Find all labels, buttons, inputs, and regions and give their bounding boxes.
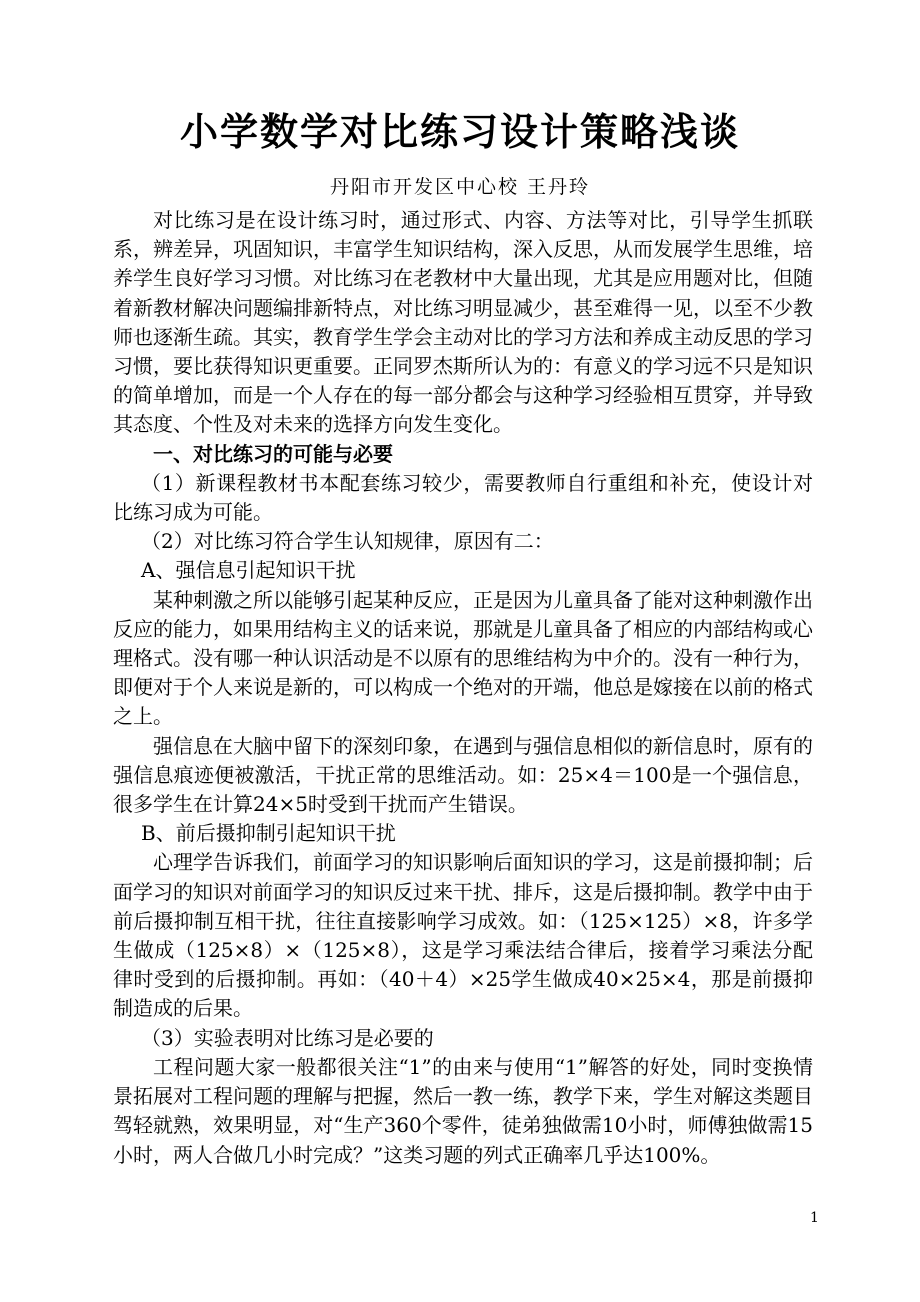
paragraph-a-2: 强信息在大脑中留下的深刻印象，在遇到与强信息相似的新信息时，原有的强信息痕迹便被激活，干扰正常的思维活动。如：25×4＝100是一个强信息，很多学生在计算24×5时受到干扰而产生错误。 [113,733,813,817]
page-number: 1 [810,1210,819,1226]
point-2-paragraph: （2）对比练习符合学生认知规律，原因有二： [141,529,554,554]
point-1-paragraph: （1）新课程教材书本配套练习较少，需要教师自行重组和补充，使设计对比练习成为可能。 [113,470,813,525]
paragraph-b-1: 心理学告诉我们，前面学习的知识影响后面知识的学习，这是前摄抑制；后面学习的知识对前面学习的知识反过来干扰、排斥，这是后摄抑制。教学中由于前后摄抑制互相干扰，往往直接影响学习成效。如：（125×125）×8，许多学生做成（125×8）×（125×8），这是学习乘法结合律后，接着学习乘法分配律时受到的后摄抑制。再如：（40＋4）×25学生做成40×25×4，那是前摄抑制造成的后果。 [113,850,813,1021]
paragraph-3-1: 工程问题大家一般都很关注“1”的由来与使用“1”解答的好处，同时变换情景拓展对工程问题的理解与把握，然后一教一练，教学下来，学生对解这类题目驾轻就熟，效果明显，对“生产360个零件，徒弟独做需10小时，师傅独做需15小时，两人合做几小时完成？”这类习题的列式正确率几乎达100%。 [113,1054,813,1167]
point-3-paragraph: （3）实验表明对比练习是必要的 [141,1025,434,1050]
author-line: 丹阳市开发区中心校 王丹玲 [329,176,591,198]
document-body [113,206,813,1170]
document-title: 小学数学对比练习设计策略浅谈 [179,110,740,154]
intro-paragraph: 对比练习是在设计练习时，通过形式、内容、方法等对比，引导学生抓联系，辨差异，巩固知识，丰富学生知识结构，深入反思，从而发展学生思维，培养学生良好学习习惯。对比练习在老教材中大量出现，尤其是应用题对比，但随着新教材解决问题编排新特点，对比练习明显减少，甚至难得一见，以至不少教师也逐渐生疏。其实，教育学生学会主动对比的学习方法和养成主动反思的学习习惯，要比获得知识更重要。正同罗杰斯所认为的：有意义的学习远不只是知识的简单增加，而是一个人存在的每一部分都会与这种学习经验相互贯穿，并导致其态度、个性及对未来的选择方向发生变化。 [113,208,813,437]
subheading-b: B、前后摄抑制引起知识干扰 [141,821,396,846]
paragraph-a-1: 某种刺激之所以能够引起某种反应，正是因为儿童具备了能对这种刺激作出反应的能力，如果用结构主义的话来说，那就是儿童具备了相应的内部结构或心理格式。没有哪一种认识活动是不以原有的思维结构为中介的。没有一种行为，即便对于个人来说是新的，可以构成一个绝对的开端，他总是嫁接在以前的格式之上。 [113,587,813,729]
subheading-a: A、强信息引起知识干扰 [141,558,356,583]
section-heading: 一、对比练习的可能与必要 [153,441,393,466]
